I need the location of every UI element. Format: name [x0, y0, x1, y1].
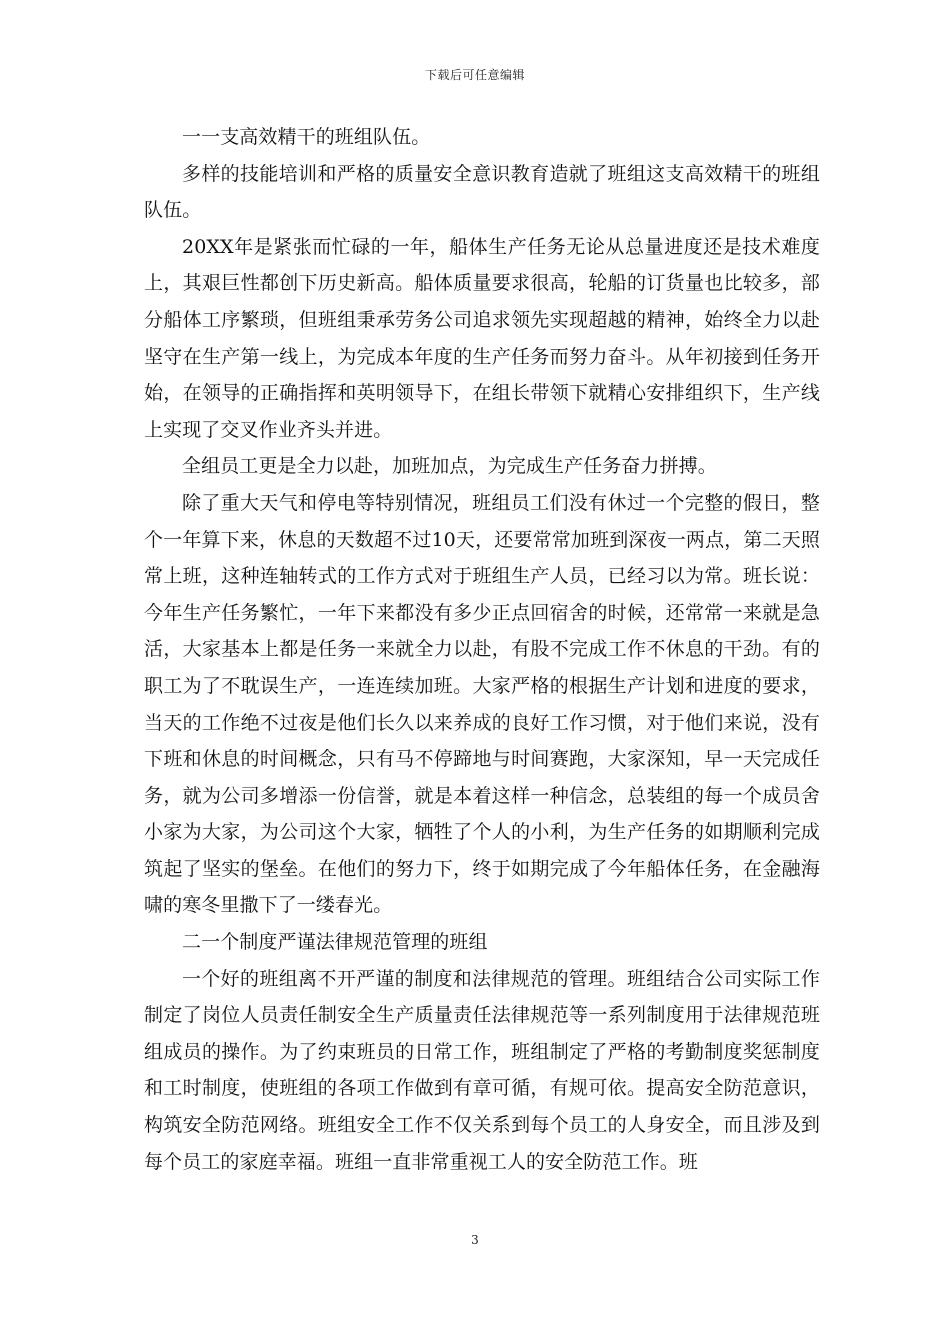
paragraph-section-one-heading: 一一支高效精干的班组队伍。: [182, 126, 431, 148]
paragraph-section-two-heading: 二一个制度严谨法律规范管理的班组: [182, 931, 488, 954]
paragraph-training: 多样的技能培训和严格的质量安全意识教育造就了班组这支高效精干的班组队伍。: [144, 162, 820, 222]
page-number: 3: [471, 1233, 479, 1247]
paragraph-management: 一个好的班组离不开严谨的制度和法律规范的管理。班组结合公司实际工作制定了岗位人员责任制安全生产质量责任法律规范等一系列制度用于法律规范班组成员的操作。为了约束班员的日常工作，班组制定了严格的考勤制度奖惩制度和工时制度，使班组的各项工作做到有章可循，有规可依。提高安全防范意识，构筑安全防范网络。班组安全工作不仅关系到每个员工的人身安全，而且涉及到每个员工的家庭幸福。班组一直非常重视工人的安全防范工作。班: [144, 967, 820, 1173]
page-header: 下载后可任意编辑: [424, 68, 525, 82]
document-body: [144, 119, 820, 1180]
paragraph-dedication: 除了重大天气和停电等特别情况，班组员工们没有休过一个完整的假日，整个一年算下来，休息的天数超不过10天，还要常常加班到深夜一两点，第二天照常上班，这种连轴转式的工作方式对于班组生产人员，已经习以为常。班长说：今年生产任务繁忙，一年下来都没有多少正点回宿舍的时候，还常常一来就是急活，大家基本上都是任务一来就全力以赴，有股不完成工作不休息的干劲。有的职工为了不耽误生产，一连连续加班。大家严格的根据生产计划和进度的要求，当天的工作绝不过夜是他们长久以来养成的良好工作习惯，对于他们来说，没有下班和休息的时间概念，只有马不停蹄地与时间赛跑，大家深知，早一天完成任务，就为公司多增添一份信誉，就是本着这样一种信念，总装组的每一个成员舍小家为大家，为公司这个大家，牺牲了个人的小利，为生产任务的如期顺利完成筑起了坚实的堡垒。在他们的努力下，终于如期完成了今年船体任务，在金融海啸的寒冬里撒下了一缕春光。: [144, 491, 820, 917]
paragraph-year-review: 20XX年是紧张而忙碌的一年，船体生产任务无论从总量进度还是技术难度上，其艰巨性都创下历史新高。船体质量要求很高，轮船的订货量也比较多，部分船体工序繁琐，但班组秉承劳务公司追求领先实现超越的精神，始终全力以赴坚守在生产第一线上，为完成本年度的生产任务而努力奋斗。从年初接到任务开始，在领导的正确指挥和英明领导下，在组长带领下就精心安排组织下，生产线上实现了交叉作业齐头并进。: [144, 235, 820, 441]
paragraph-overtime: 全组员工更是全力以赴，加班加点，为完成生产任务奋力拼搏。: [182, 455, 717, 478]
